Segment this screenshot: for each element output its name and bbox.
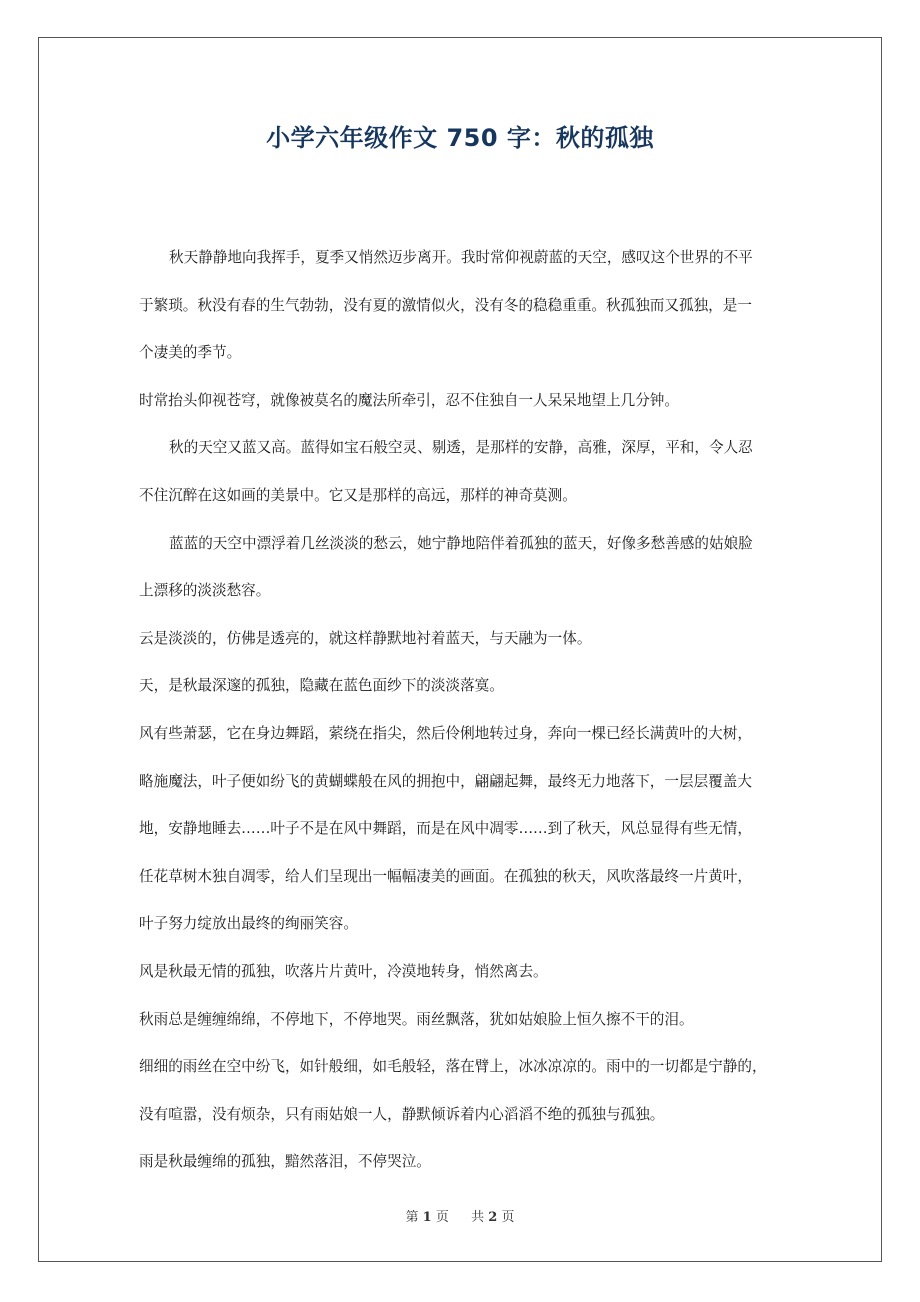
paragraph-line: 秋天静静地向我挥手，夏季又悄然迈步离开。我时常仰视蔚蓝的天空，感叹这个世界的不平 — [169, 249, 753, 266]
paragraph-line: 云是淡淡的，仿佛是透亮的，就这样静默地衬着蓝天，与天融为一体。 — [139, 629, 592, 647]
paragraph-line: 任花草树木独自凋零，给人们呈现出一幅幅凄美的画面。在孤独的秋天，风吹落最终一片黄叶， — [139, 867, 752, 885]
paragraph-line: 秋雨总是缠缠绵绵，不停地下，不停地哭。雨丝飘落，犹如姑娘脸上恒久擦不干的泪。 — [139, 1010, 694, 1028]
page-footer — [0, 1206, 920, 1225]
paragraph-line: 雨是秋最缠绵的孤独，黯然落泪，不停哭泣。 — [139, 1153, 431, 1171]
paragraph-line: 不住沉醉在这如画的美景中。它又是那样的高远，那样的神奇莫测。 — [139, 486, 577, 504]
paragraph-line: 上漂移的淡淡愁容。 — [139, 582, 271, 600]
document-body — [139, 240, 799, 1192]
paragraph-line: 略施魔法，叶子便如纷飞的黄蝴蝶般在风的拥抱中，翩翩起舞，最终无力地落下，一层层覆盖大 — [139, 772, 752, 790]
paragraph-line: 天，是秋最深邃的孤独，隐藏在蓝色面纱下的淡淡落寞。 — [139, 677, 504, 695]
page-number: 1 — [422, 1210, 432, 1225]
paragraph-line: 风是秋最无情的孤独，吹落片片黄叶，冷漠地转身，悄然离去。 — [139, 962, 548, 980]
page-unit: 页 — [435, 1210, 449, 1225]
paragraph-line: 叶子努力绽放出最终的绚丽笑容。 — [139, 915, 358, 933]
page-prefix: 第 — [405, 1210, 419, 1225]
paragraph-line: 蓝蓝的天空中漂浮着几丝淡淡的愁云，她宁静地陪伴着孤独的蓝天，好像多愁善感的姑娘脸 — [169, 534, 753, 552]
paragraph-line: 秋的天空又蓝又高。蓝得如宝石般空灵、剔透，是那样的安静，高雅，深厚，平和，令人忍 — [169, 439, 753, 457]
total-pages: 2 — [488, 1210, 498, 1225]
total-prefix: 共 — [471, 1210, 485, 1225]
paragraph-line: 个凄美的季节。 — [139, 344, 242, 362]
paragraph-line: 于繁琐。秋没有春的生气勃勃，没有夏的激情似火，没有冬的稳稳重重。秋孤独而又孤独，是一 — [139, 296, 752, 314]
paragraph-line: 细细的雨丝在空中纷飞，如针般细，如毛般轻，落在臂上，冰冰凉凉的。雨中的一切都是宁静的， — [139, 1058, 767, 1076]
paragraph-line: 风有些萧瑟，它在身边舞蹈，萦绕在指尖，然后伶俐地转过身，奔向一棵已经长满黄叶的大树， — [139, 724, 752, 742]
paragraph-line: 没有喧嚣，没有烦杂，只有雨姑娘一人，静默倾诉着内心滔滔不绝的孤独与孤独。 — [139, 1105, 665, 1123]
total-unit: 页 — [501, 1210, 515, 1225]
paragraph-line: 地，安静地睡去……叶子不是在风中舞蹈，而是在风中凋零……到了秋天，风总显得有些无情， — [139, 820, 752, 838]
document-title: 小学六年级作文 750 字：秋的孤独 — [266, 124, 654, 152]
paragraph-line: 时常抬头仰视苍穹，就像被莫名的魔法所牵引，忍不住独自一人呆呆地望上几分钟。 — [139, 391, 679, 409]
